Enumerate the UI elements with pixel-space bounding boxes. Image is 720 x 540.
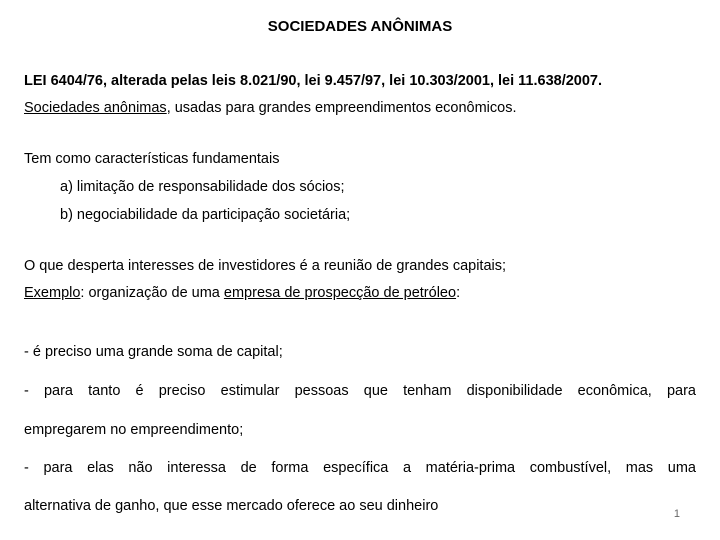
bullet-line: - para elas não interessa de forma específica a matéria-prima combustível, mas uma [24,460,696,476]
example-target: empresa de prospecção de petróleo [223,285,457,301]
page-number: 1 [673,508,680,520]
example-middle: : organização de uma [80,285,224,301]
intro-line [24,99,696,117]
interest-line: O que desperta interesses de investidores é a reunião de grandes capitais; [24,258,507,274]
bullet-line: - para tanto é preciso estimular pessoas que tenham disponibilidade econômica, para [24,383,696,399]
intro-rest: , usadas para grandes empreendimentos econômicos. [166,100,517,116]
characteristic-item: b) negociabilidade da participação societária; [60,207,351,223]
bullet-line: - é preciso uma grande soma de capital; [24,344,283,360]
page-title: SOCIEDADES ANÔNIMAS [267,18,453,35]
example-line [24,284,696,302]
example-end: : [456,285,461,301]
characteristic-item: a) limitação de responsabilidade dos sócios; [60,179,345,195]
bullet-line: empregarem no empreendimento; [24,422,244,438]
example-label: Exemplo [24,285,81,301]
intro-term: Sociedades anônimas [24,100,167,116]
law-reference: LEI 6404/76, alterada pelas leis 8.021/90, lei 9.457/97, lei 10.303/2001, lei 11.638/2007. [24,73,603,89]
characteristics-heading: Tem como características fundamentais [24,151,280,167]
bullet-line: alternativa de ganho, que esse mercado oferece ao seu dinheiro [24,498,439,514]
